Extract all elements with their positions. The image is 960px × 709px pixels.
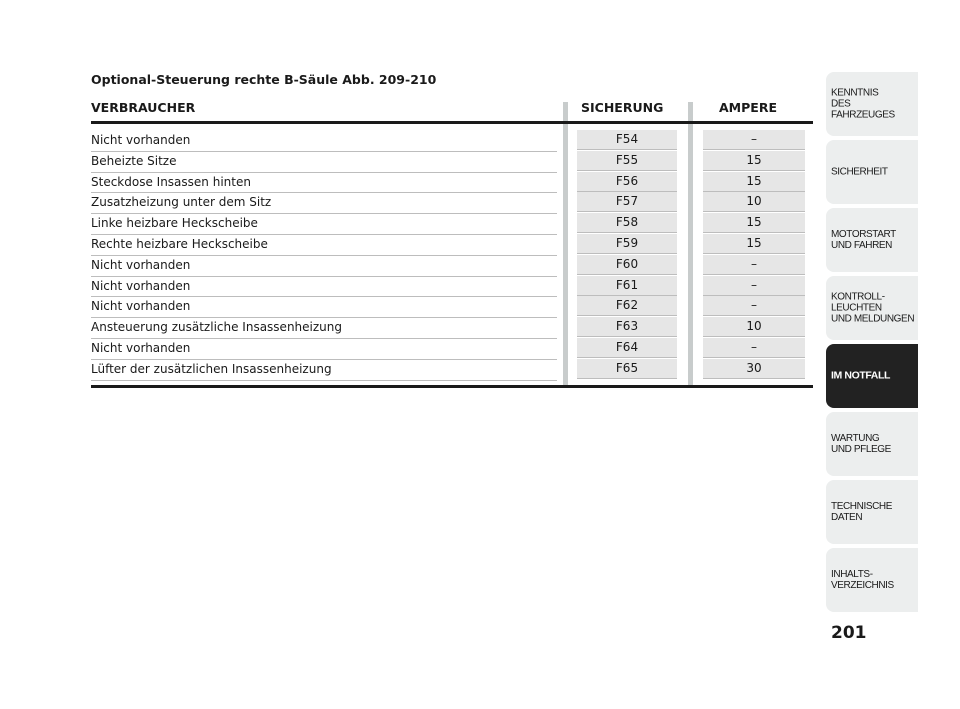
sidebar-tab-label: TECHNISCHE DATEN — [831, 501, 893, 523]
table-row — [91, 359, 813, 380]
sidebar-tab-label: KENNTNIS DES FAHRZEUGES — [831, 87, 895, 121]
table-row — [91, 172, 813, 193]
fuse-cell: F56 — [577, 172, 677, 192]
fuse-cell: F65 — [577, 359, 677, 379]
table-row — [91, 338, 813, 359]
fuse-cell: F60 — [577, 255, 677, 275]
ampere-cell: – — [703, 130, 805, 150]
sidebar-tab-label: KONTROLL- LEUCHTEN UND MELDUNGEN — [831, 291, 915, 325]
table-row — [91, 192, 813, 213]
page-number: 201 — [831, 623, 867, 643]
consumer-cell: Lüfter der zusätzlichen Insassenheizung — [91, 359, 557, 381]
ampere-cell: – — [703, 255, 805, 275]
ampere-cell: 15 — [703, 213, 805, 233]
fuse-cell: F62 — [577, 296, 677, 316]
fuse-cell: F59 — [577, 234, 677, 254]
consumer-cell: Nicht vorhanden — [91, 255, 557, 277]
ampere-cell: 30 — [703, 359, 805, 379]
consumer-cell: Ansteuerung zusätzliche Insassenheizung — [91, 317, 557, 339]
table-row — [91, 276, 813, 297]
fuse-cell: F64 — [577, 338, 677, 358]
consumer-cell: Nicht vorhanden — [91, 276, 557, 298]
consumer-cell: Beheizte Sitze — [91, 151, 557, 173]
fuse-cell: F58 — [577, 213, 677, 233]
ampere-cell: – — [703, 296, 805, 316]
sidebar-tab-label: IM NOTFALL — [831, 369, 890, 382]
header-consumer: VERBRAUCHER — [91, 100, 196, 115]
sidebar-tab-0[interactable] — [826, 72, 918, 136]
fuse-cell: F54 — [577, 130, 677, 150]
ampere-cell: – — [703, 338, 805, 358]
table-row — [91, 130, 813, 151]
header-ampere: AMPERE — [719, 100, 777, 115]
sidebar-tab-label: MOTORSTART UND FAHREN — [831, 229, 896, 251]
sidebar-tab-2[interactable] — [826, 208, 918, 272]
sidebar-tab-label: INHALTS- VERZEICHNIS — [831, 569, 894, 591]
sidebar-tab-1[interactable] — [826, 140, 918, 204]
fuse-table — [91, 92, 813, 376]
table-row — [91, 151, 813, 172]
fuse-cell: F55 — [577, 151, 677, 171]
fuse-cell: F57 — [577, 192, 677, 212]
ampere-cell: 10 — [703, 192, 805, 212]
consumer-cell: Steckdose Insassen hinten — [91, 172, 557, 194]
table-row — [91, 317, 813, 338]
sidebar-tab-label: WARTUNG UND PFLEGE — [831, 433, 891, 455]
ampere-cell: 15 — [703, 234, 805, 254]
consumer-cell: Rechte heizbare Heckscheibe — [91, 234, 557, 256]
sidebar-tab-5[interactable] — [826, 412, 918, 476]
header-rule — [91, 121, 813, 124]
ampere-cell: 10 — [703, 317, 805, 337]
table-body — [91, 130, 813, 380]
chapter-sidebar — [826, 72, 918, 616]
table-header — [91, 92, 813, 122]
fuse-cell: F63 — [577, 317, 677, 337]
consumer-cell: Nicht vorhanden — [91, 338, 557, 360]
table-row — [91, 255, 813, 276]
consumer-cell: Nicht vorhanden — [91, 296, 557, 318]
consumer-cell: Zusatzheizung unter dem Sitz — [91, 192, 557, 214]
sidebar-tab-4[interactable] — [826, 344, 918, 408]
sidebar-tab-6[interactable] — [826, 480, 918, 544]
ampere-cell: 15 — [703, 151, 805, 171]
ampere-cell: 15 — [703, 172, 805, 192]
table-row — [91, 234, 813, 255]
consumer-cell: Nicht vorhanden — [91, 130, 557, 152]
sidebar-tab-label: SICHERHEIT — [831, 166, 888, 178]
header-fuse: SICHERUNG — [581, 100, 664, 115]
sidebar-tab-7[interactable] — [826, 548, 918, 612]
section-title: Optional-Steuerung rechte B-Säule Abb. 209-210 — [91, 72, 437, 87]
sidebar-tab-3[interactable] — [826, 276, 918, 340]
ampere-cell: – — [703, 276, 805, 296]
fuse-cell: F61 — [577, 276, 677, 296]
table-row — [91, 213, 813, 234]
consumer-cell: Linke heizbare Heckscheibe — [91, 213, 557, 235]
table-bottom-rule — [91, 385, 813, 388]
table-row — [91, 296, 813, 317]
